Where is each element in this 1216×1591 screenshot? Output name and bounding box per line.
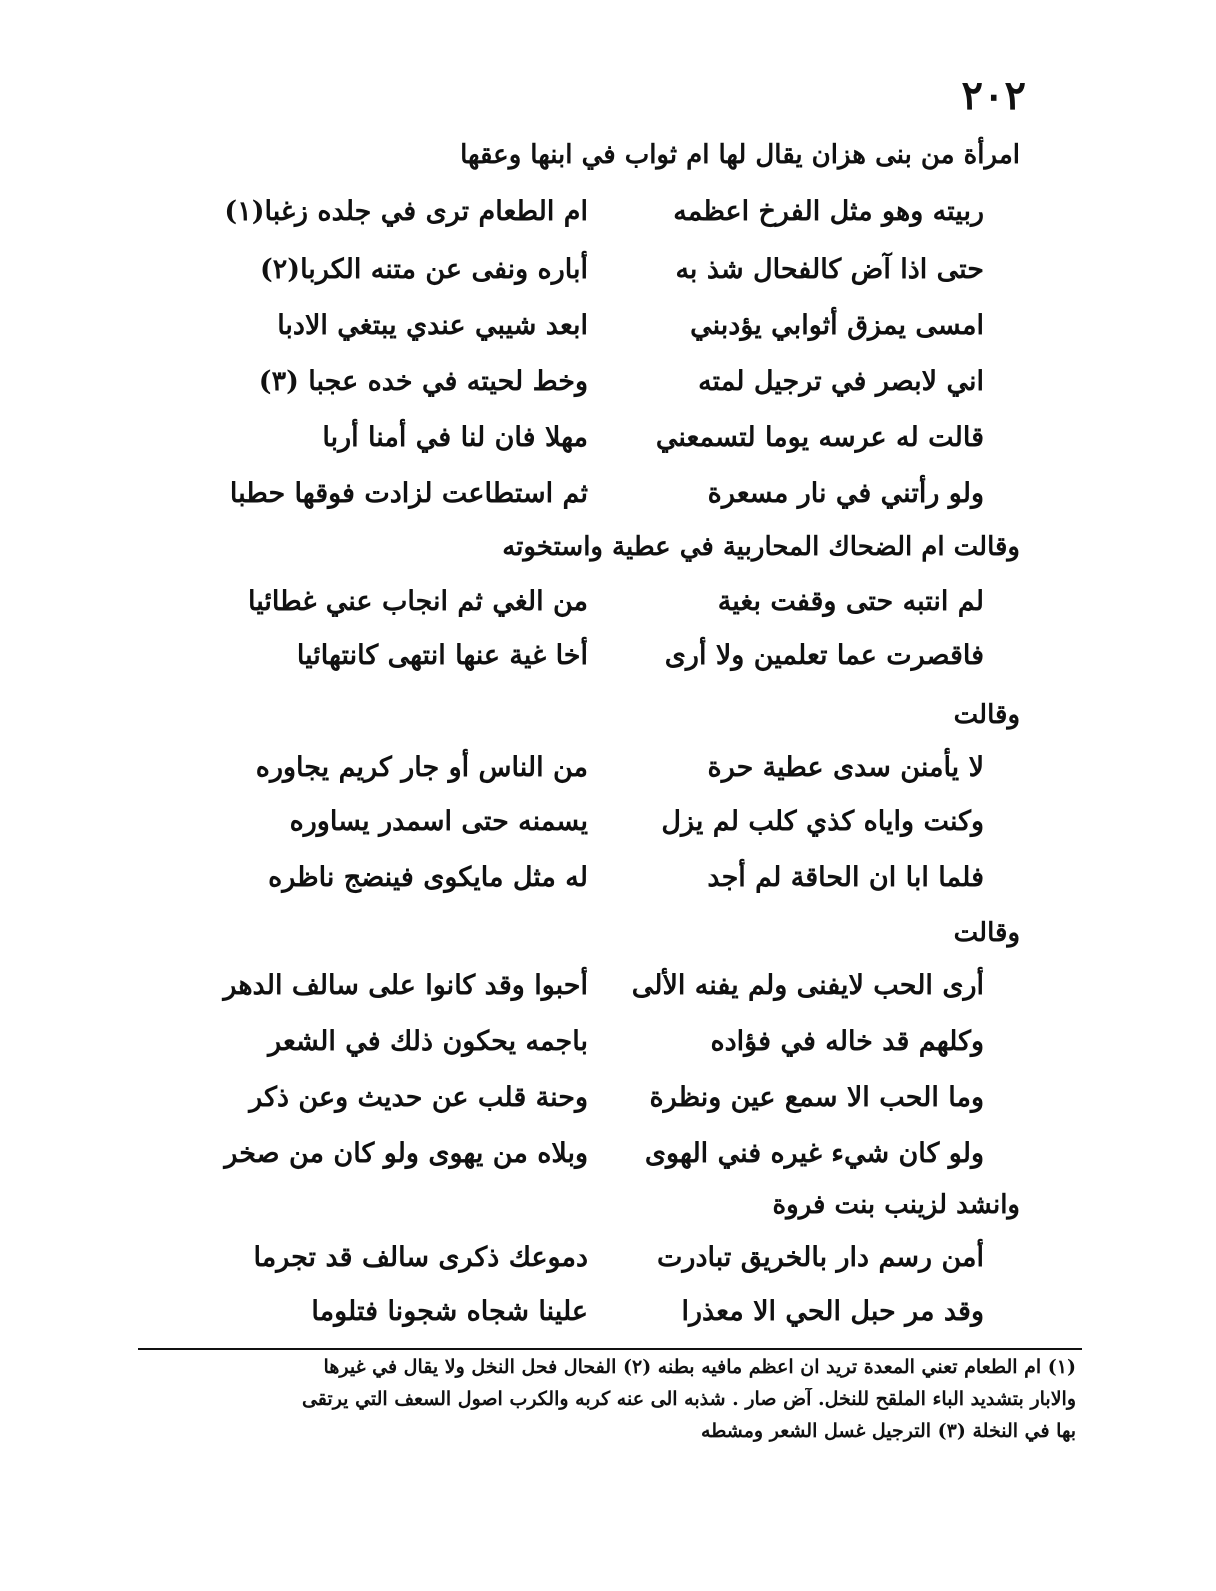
verse-second-hemistich: دموعك ذكرى سالف قد تجرما xyxy=(253,1242,588,1273)
verse-first-hemistich: اني لابصر في ترجيل لمته xyxy=(698,366,984,397)
verse-second-hemistich: باجمه يحكون ذلك في الشعر xyxy=(268,1026,588,1057)
verse-second-hemistich: وبلاه من يهوى ولو كان من صخر xyxy=(224,1138,588,1169)
page-number: ٢٠٢ xyxy=(961,72,1026,119)
verse-line xyxy=(180,254,1020,304)
verse-line xyxy=(180,478,1020,528)
verse-second-hemistich: يسمنه حتى اسمدر يساوره xyxy=(289,806,588,837)
section-heading: وقالت xyxy=(953,918,1020,948)
verse-second-hemistich: ثم استطاعت لزادت فوقها حطبا xyxy=(229,478,588,509)
verse-first-hemistich: فاقصرت عما تعلمين ولا أرى xyxy=(664,640,984,671)
verse-second-hemistich: له مثل مايكوى فينضج ناظره xyxy=(268,862,588,893)
section-heading: وقالت ام الضحاك المحاربية في عطية واستخوته xyxy=(502,532,1020,562)
verse-first-hemistich: وقد مر حبل الحي الا معذرا xyxy=(681,1296,984,1327)
footnote-line: (١) ام الطعام تعني المعدة تريد ان اعظم مافيه بطنه (٢) الفحال فحل النخل ولا يقال في غيرها xyxy=(323,1356,1076,1378)
footnote-divider xyxy=(138,1348,1082,1350)
verse-line xyxy=(180,640,1020,690)
verse-first-hemistich: امسى يمزق أثوابي يؤدبني xyxy=(690,310,984,341)
verse-first-hemistich: ولو رأتني في نار مسعرة xyxy=(707,478,984,509)
verse-first-hemistich: أرى الحب لايفنى ولم يفنه الألى xyxy=(631,970,984,1001)
verse-first-hemistich: وكنت واياه كذي كلب لم يزل xyxy=(661,806,984,837)
verse-line xyxy=(180,1082,1020,1132)
section-heading: وقالت xyxy=(953,700,1020,730)
verse-first-hemistich: وكلهم قد خاله في فؤاده xyxy=(710,1026,984,1057)
verse-line xyxy=(180,1296,1020,1346)
verse-second-hemistich: مهلا فان لنا في أمنا أربا xyxy=(322,422,588,453)
verse-second-hemistich: علينا شجاه شجونا فتلوما xyxy=(311,1296,588,1327)
verse-first-hemistich: لا يأمنن سدى عطية حرة xyxy=(707,752,984,783)
verse-line xyxy=(180,586,1020,636)
verse-line xyxy=(180,806,1020,856)
verse-line xyxy=(180,310,1020,360)
verse-line xyxy=(180,752,1020,802)
section-heading: وانشد لزينب بنت فروة xyxy=(772,1190,1020,1220)
verse-first-hemistich: قالت له عرسه يوما لتسمعني xyxy=(655,422,984,453)
verse-first-hemistich: وما الحب الا سمع عين ونظرة xyxy=(649,1082,984,1113)
verse-first-hemistich: ربيته وهو مثل الفرخ اعظمه xyxy=(673,196,984,227)
verse-second-hemistich: من الغي ثم انجاب عني غطائيا xyxy=(248,586,588,617)
footnote-line: والابار بتشديد الباء الملقح للنخل. آض صار . شذبه الى عنه كربه والكرب اصول السعف التي يرتقى xyxy=(301,1388,1076,1410)
verse-second-hemistich: ام الطعام ترى في جلده زغبا(١) xyxy=(224,196,588,227)
verse-line xyxy=(180,970,1020,1020)
verse-first-hemistich: فلما ابا ان الحاقة لم أجد xyxy=(707,862,984,893)
verse-first-hemistich: لم انتبه حتى وقفت بغية xyxy=(717,586,984,617)
verse-second-hemistich: وخط لحيته في خده عجبا (٣) xyxy=(258,366,588,397)
verse-line xyxy=(180,366,1020,416)
verse-line xyxy=(180,422,1020,472)
verse-second-hemistich: أحبوا وقد كانوا على سالف الدهر xyxy=(223,970,588,1001)
verse-second-hemistich: من الناس أو جار كريم يجاوره xyxy=(255,752,588,783)
verse-line xyxy=(180,1138,1020,1188)
verse-line xyxy=(180,1026,1020,1076)
verse-second-hemistich: وحنة قلب عن حديث وعن ذكر xyxy=(249,1082,588,1113)
section-heading: امرأة من بنى هزان يقال لها ام ثواب في ابنها وعقها xyxy=(460,140,1020,170)
footnote-line: بها في النخلة (٣) الترجيل غسل الشعر ومشطه xyxy=(701,1420,1076,1442)
verse-second-hemistich: ابعد شيبي عندي يبتغي الادبا xyxy=(277,310,588,341)
verse-first-hemistich: أمن رسم دار بالخريق تبادرت xyxy=(656,1242,984,1273)
verse-line xyxy=(180,196,1020,246)
verse-second-hemistich: أباره ونفى عن متنه الكربا(٢) xyxy=(260,254,588,285)
verse-second-hemistich: أخا غية عنها انتهى كانتهائيا xyxy=(296,640,588,671)
verse-first-hemistich: حتى اذا آض كالفحال شذ به xyxy=(675,254,984,285)
verse-first-hemistich: ولو كان شيء غيره فني الهوى xyxy=(644,1138,984,1169)
verse-line xyxy=(180,862,1020,912)
verse-line xyxy=(180,1242,1020,1292)
